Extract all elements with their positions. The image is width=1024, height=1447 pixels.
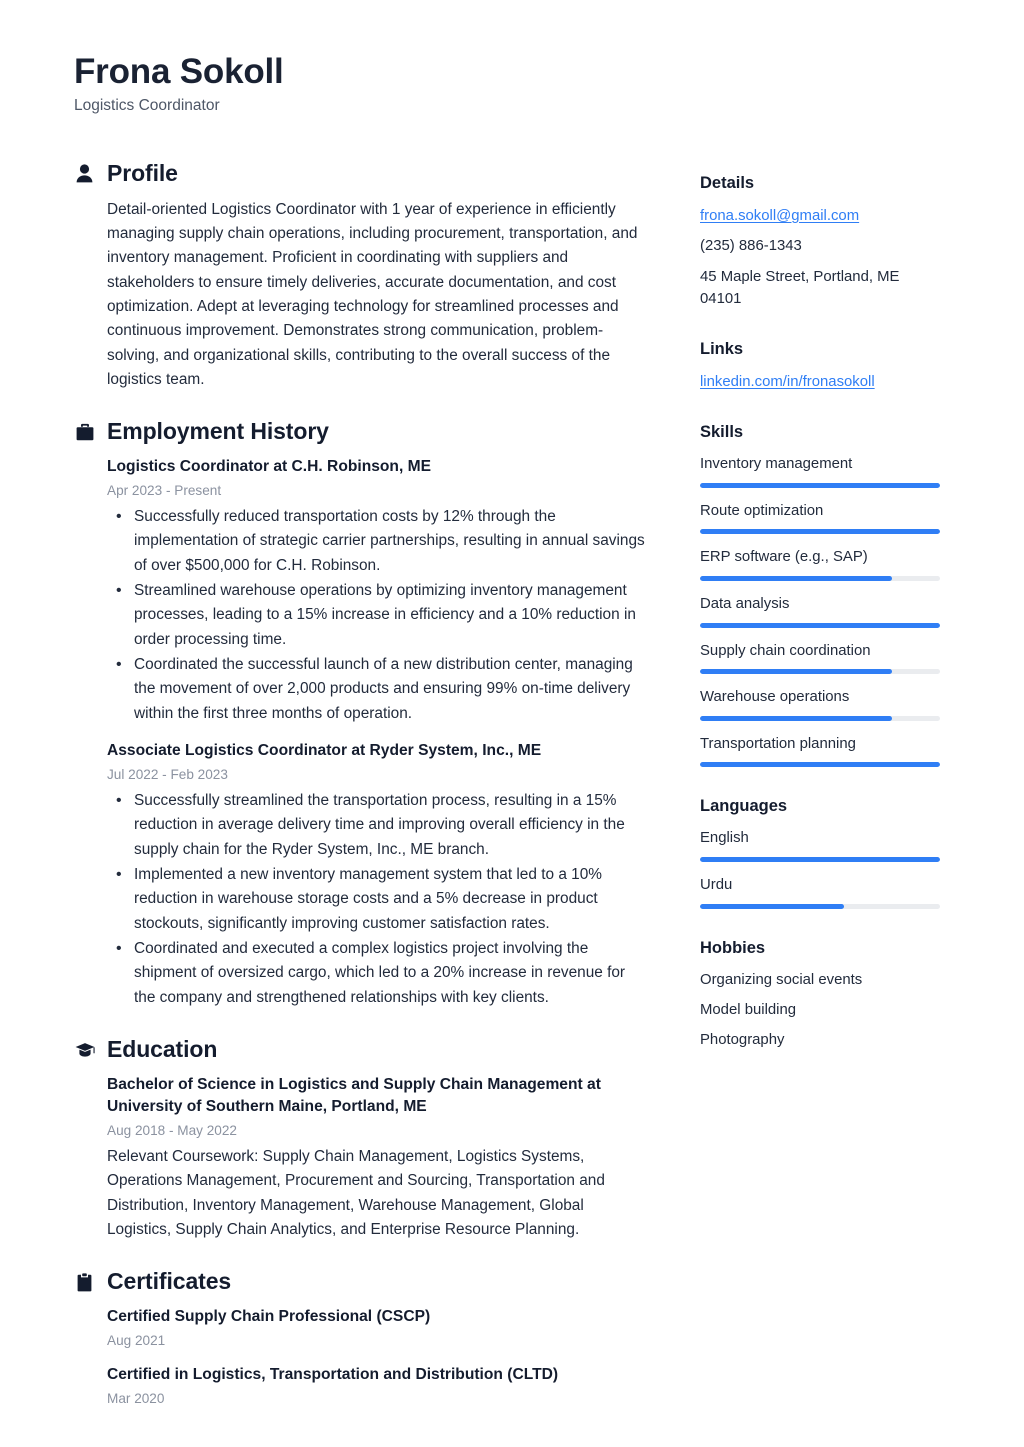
section-employment-title: Employment History	[107, 418, 329, 445]
email-link[interactable]: frona.sokoll@gmail.com	[700, 207, 860, 224]
skill-rating-fill	[700, 483, 940, 488]
education-entry-title: Bachelor of Science in Logistics and Supply Chain Management at University of Southern Maine, Portland, ME	[107, 1075, 601, 1115]
skill-item	[700, 501, 940, 535]
language-rating-track	[700, 857, 940, 862]
graduation-cap-icon	[74, 1039, 95, 1061]
section-certificates-title: Certificates	[107, 1268, 232, 1295]
skill-rating-fill	[700, 716, 892, 721]
skill-rating-track	[700, 576, 940, 581]
employment-entry-bullets	[107, 505, 646, 726]
sidebar-links	[700, 340, 940, 393]
skill-label: Route optimization	[700, 502, 824, 519]
skill-rating-fill	[700, 762, 940, 767]
language-label: English	[700, 830, 749, 847]
section-education-body	[74, 1074, 646, 1243]
skill-rating-fill	[700, 529, 940, 534]
clipboard-icon	[74, 1271, 95, 1293]
phone-text: (235) 886-1343	[700, 238, 802, 255]
sidebar-skills	[700, 423, 940, 767]
section-employment-header	[74, 418, 646, 446]
briefcase-icon	[74, 421, 95, 443]
employment-entry	[107, 740, 646, 1010]
person-icon	[74, 163, 95, 185]
hobby-item: Organizing social events	[700, 972, 863, 989]
bullet-item: • Coordinated the successful launch of a new distribution center, managing the movement of over 2,000 products and ensuring 99% on-time delivery within the first three months of operation.	[107, 653, 646, 726]
language-rating-fill	[700, 904, 844, 909]
sidebar-column	[700, 160, 940, 1081]
skill-label: Warehouse operations	[700, 689, 850, 706]
skill-rating-fill	[700, 576, 892, 581]
sidebar-links-title: Links	[700, 340, 744, 359]
certificate-entry	[107, 1364, 646, 1408]
sidebar-details	[700, 174, 940, 310]
employment-entry-bullets	[107, 789, 646, 1010]
skill-rating-track	[700, 483, 940, 488]
section-education	[74, 1036, 646, 1242]
bullet-item: • Coordinated and executed a complex logistics project involving the shipment of oversized cargo, which led to a 20% increase in revenue for the company and strengthened relationships with key clients.	[107, 937, 646, 1010]
sidebar-hobbies	[700, 939, 940, 1052]
profile-summary-text: Detail-oriented Logistics Coordinator with 1 year of experience in efficiently managing supply chain operations, including procurement, transportation, and inventory management. Proficient in coordinating with suppliers and stakeholders to ensure timely deliveries, accurate documentation, and cost optimization. Adept at leveraging technology for streamlined processes and continuous improvement. Demonstrates strong communication, problem-solving, and organizational skills, contributing to the overall success of the logistics team.	[107, 200, 638, 388]
language-item	[700, 875, 940, 909]
skill-label: Data analysis	[700, 596, 790, 613]
bullet-item: • Successfully reduced transportation costs by 12% through the implementation of strategic carrier partnerships, resulting in annual savings of over $500,000 for C.H. Robinson.	[107, 505, 646, 578]
sidebar-languages	[700, 797, 940, 908]
address-text: 45 Maple Street, Portland, ME 04101	[700, 268, 900, 307]
certificate-entry-date: Aug 2021	[107, 1333, 166, 1349]
section-profile-header	[74, 160, 646, 188]
certificate-entry-date: Mar 2020	[107, 1391, 165, 1407]
section-profile	[74, 160, 646, 392]
education-entry-description: Relevant Coursework: Supply Chain Management, Logistics Systems, Operations Management, Procurement and Sourcing, Transportation and Distribution, Inventory Management, Warehouse Management, Global Logistics, Supply Chain Analytics, and Enterprise Resource Planning.	[107, 1148, 605, 1238]
skill-item	[700, 687, 940, 721]
employment-entry-date: Apr 2023 - Present	[107, 482, 222, 498]
language-item	[700, 828, 940, 862]
skill-item	[700, 734, 940, 768]
section-employment-body	[74, 456, 646, 1010]
candidate-job-title: Logistics Coordinator	[74, 96, 220, 114]
main-column	[74, 160, 646, 1434]
employment-entry-title: Associate Logistics Coordinator at Ryder System, Inc., ME	[107, 741, 542, 759]
employment-entry-title: Logistics Coordinator at C.H. Robinson, ME	[107, 457, 432, 475]
skill-label: Inventory management	[700, 456, 853, 473]
skill-label: Supply chain coordination	[700, 642, 871, 659]
section-certificates-header	[74, 1268, 646, 1296]
certificate-entry-title: Certified in Logistics, Transportation and Distribution (CLTD)	[107, 1366, 559, 1384]
section-education-title: Education	[107, 1036, 218, 1063]
language-label: Urdu	[700, 876, 733, 893]
skill-rating-track	[700, 716, 940, 721]
section-profile-body	[74, 198, 646, 393]
skill-item	[700, 594, 940, 628]
section-profile-title: Profile	[107, 160, 178, 187]
section-certificates	[74, 1268, 646, 1408]
language-rating-track	[700, 904, 940, 909]
language-rating-fill	[700, 857, 940, 862]
linkedin-link[interactable]: linkedin.com/in/fronasokoll	[700, 374, 875, 391]
skill-rating-track	[700, 623, 940, 628]
skill-label: ERP software (e.g., SAP)	[700, 549, 868, 566]
education-entry-date: Aug 2018 - May 2022	[107, 1122, 237, 1138]
section-education-header	[74, 1036, 646, 1064]
certificate-entry-title: Certified Supply Chain Professional (CSCP)	[107, 1307, 431, 1325]
bullet-item: • Streamlined warehouse operations by optimizing inventory management processes, leading to a 15% increase in efficiency and a 10% reduction in order processing time.	[107, 579, 646, 652]
resume-header	[74, 52, 954, 116]
hobby-item: Model building	[700, 1001, 797, 1018]
skill-item	[700, 454, 940, 488]
skill-item	[700, 547, 940, 581]
skill-rating-track	[700, 529, 940, 534]
candidate-name: Frona Sokoll	[74, 52, 284, 91]
sidebar-hobbies-title: Hobbies	[700, 938, 766, 957]
skill-rating-track	[700, 762, 940, 767]
employment-entry-date: Jul 2022 - Feb 2023	[107, 767, 228, 783]
sidebar-details-title: Details	[700, 174, 755, 193]
skill-rating-track	[700, 669, 940, 674]
bullet-item: • Implemented a new inventory management system that led to a 10% reduction in warehouse storage costs and a 5% decrease in product stockouts, significantly improving customer satisfaction rates.	[107, 863, 646, 936]
education-entry	[107, 1074, 646, 1243]
skill-rating-fill	[700, 669, 892, 674]
skill-label: Transportation planning	[700, 735, 856, 752]
certificate-entry	[107, 1306, 646, 1350]
sidebar-languages-title: Languages	[700, 797, 788, 816]
bullet-item: • Successfully streamlined the transportation process, resulting in a 15% reduction in average delivery time and improving overall efficiency in the supply chain for the Ryder System, Inc., ME branch.	[107, 789, 646, 862]
resume-body	[74, 160, 954, 1434]
employment-entry	[107, 456, 646, 726]
skill-rating-fill	[700, 623, 940, 628]
hobby-item: Photography	[700, 1031, 785, 1048]
section-certificates-body	[74, 1306, 646, 1408]
section-employment	[74, 418, 646, 1010]
sidebar-skills-title: Skills	[700, 423, 744, 442]
skill-item	[700, 641, 940, 675]
